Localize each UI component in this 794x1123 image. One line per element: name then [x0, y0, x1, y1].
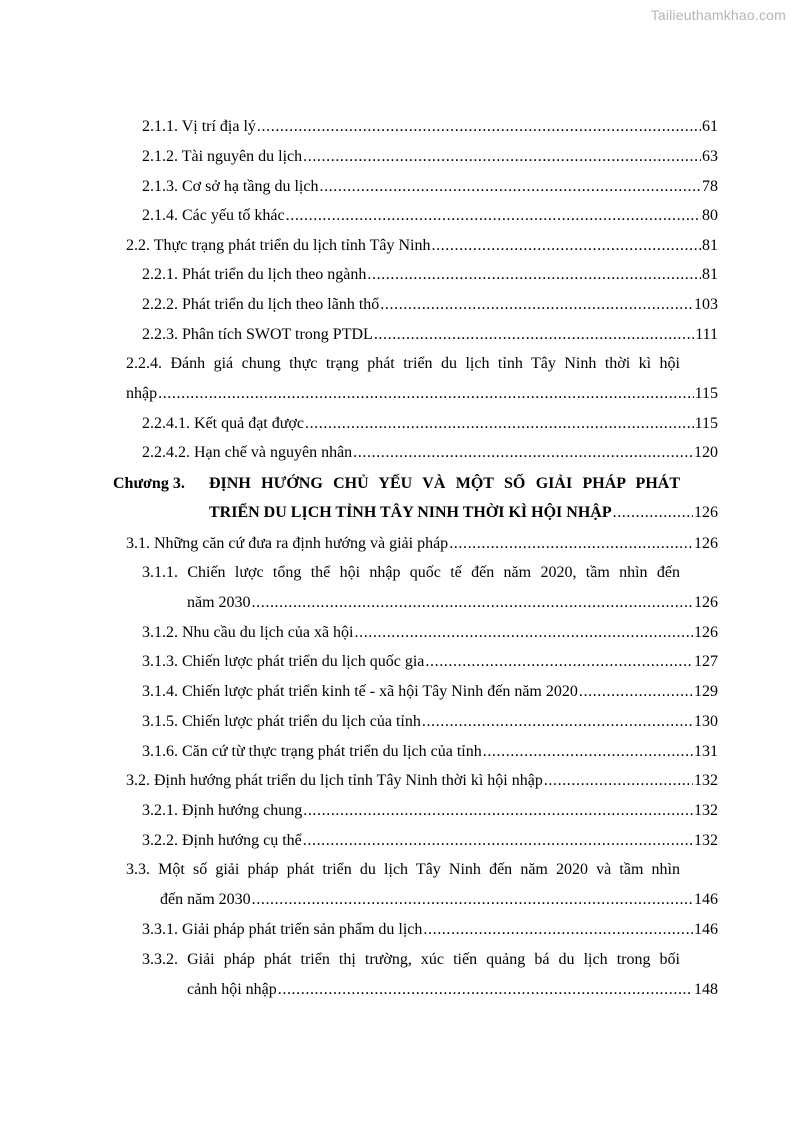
- toc-entry[interactable]: [187, 593, 718, 613]
- toc-entry[interactable]: [142, 117, 718, 137]
- toc-entry-title: 2.1.1. Vị trí địa lý: [142, 118, 256, 135]
- toc-entry-title: 2.2.4.2. Hạn chế và nguyên nhân: [142, 444, 353, 461]
- toc-entry-page: 148: [694, 981, 718, 998]
- toc-entry-page: 146: [694, 921, 718, 938]
- toc-entry[interactable]: [209, 503, 718, 523]
- dot-leader: [367, 265, 701, 285]
- toc-entry-page: 132: [694, 832, 718, 849]
- toc-entry[interactable]: [142, 295, 718, 315]
- toc-entry-page: 81: [702, 237, 718, 254]
- toc-entry-title: 3.1.5. Chiến lược phát triển du lịch của tỉnh: [142, 713, 421, 730]
- dot-leader: [423, 920, 693, 940]
- chapter-label[interactable]: Chương 3.: [113, 475, 185, 492]
- toc-entry-title-line2: đến năm 2030: [160, 891, 251, 908]
- toc-entry-page: 80: [702, 207, 718, 224]
- toc-entry[interactable]: [142, 206, 718, 226]
- toc-entry-title: 2.2.3. Phân tích SWOT trong PTDL: [142, 326, 373, 343]
- toc-entry-title-line2: năm 2030: [187, 594, 251, 611]
- dot-leader: [303, 147, 701, 167]
- dot-leader: [355, 623, 694, 643]
- dot-leader: [303, 831, 693, 851]
- toc-entry-page: 115: [694, 415, 718, 432]
- toc-entry[interactable]: [142, 177, 718, 197]
- toc-entry[interactable]: [142, 325, 718, 345]
- toc-entry-title: 3.3.1. Giải pháp phát triển sản phẩm du lịch: [142, 921, 423, 938]
- toc-entry-page: 103: [694, 296, 718, 313]
- toc-entry-page: 111: [695, 326, 718, 343]
- toc-entry-title-line1[interactable]: 3.3.2. Giải pháp phát triển thị trường, xúc tiến quảng bá du lịch trong bối: [142, 951, 680, 968]
- toc-entry[interactable]: [187, 980, 718, 1000]
- chapter-title-line1[interactable]: ĐỊNH HƯỚNG CHỦ YẾU VÀ MỘT SỐ GIẢI PHÁP PHÁT: [209, 475, 680, 492]
- toc-entry-title: 2.1.2. Tài nguyên du lịch: [142, 148, 303, 165]
- toc-entry-title: 3.1.4. Chiến lược phát triển kinh tế - xã hội Tây Ninh đến năm 2020: [142, 683, 578, 700]
- toc-entry-title: 2.1.4. Các yếu tố khác: [142, 207, 285, 224]
- toc-entry-page: 126: [694, 624, 718, 641]
- dot-leader: [158, 384, 693, 404]
- dot-leader: [544, 771, 693, 791]
- dot-leader: [286, 206, 701, 226]
- dot-leader: [449, 534, 693, 554]
- toc-entry-page: 127: [694, 653, 718, 670]
- dot-leader: [257, 117, 701, 137]
- dot-leader: [613, 503, 693, 523]
- dot-leader: [425, 652, 693, 672]
- toc-entry-title: 2.2.2. Phát triển du lịch theo lãnh thổ: [142, 296, 380, 313]
- toc-entry-title: 2.2. Thực trạng phát triển du lịch tỉnh Tây Ninh: [126, 237, 431, 254]
- toc-entry-title-line2: cảnh hội nhập: [187, 981, 277, 998]
- toc-entry-title-line1[interactable]: 3.1.1. Chiến lược tổng thể hội nhập quốc tế đến năm 2020, tầm nhìn đến: [142, 564, 680, 581]
- toc-entry-title: 3.2.2. Định hướng cụ thể: [142, 832, 302, 849]
- toc-entry[interactable]: [142, 147, 718, 167]
- toc-entry-title: 3.1. Những căn cứ đưa ra định hướng và giải pháp: [126, 535, 449, 552]
- toc-entry-page: 146: [694, 891, 718, 908]
- toc-entry-title: 3.2.1. Định hướng chung: [142, 802, 303, 819]
- toc-entry[interactable]: [142, 742, 718, 762]
- toc-entry[interactable]: [142, 652, 718, 672]
- toc-entry[interactable]: [142, 801, 718, 821]
- dot-leader: [305, 414, 694, 434]
- toc-entry-page: 126: [694, 535, 718, 552]
- dot-leader: [252, 593, 693, 613]
- toc-entry-page: 115: [694, 385, 718, 402]
- toc-entry[interactable]: [142, 414, 718, 434]
- dot-leader: [579, 682, 693, 702]
- toc-entry-page: 78: [702, 178, 718, 195]
- toc-entry-page: 81: [702, 266, 718, 283]
- dot-leader: [380, 295, 693, 315]
- toc-entry-title-line1[interactable]: 2.2.4. Đánh giá chung thực trạng phát triển du lịch tỉnh Tây Ninh thời kì hội: [126, 355, 680, 372]
- toc-entry-title-line1[interactable]: 3.3. Một số giải pháp phát triển du lịch Tây Ninh đến năm 2020 và tầm nhìn: [126, 861, 680, 878]
- dot-leader: [483, 742, 693, 762]
- toc-entry[interactable]: [142, 265, 718, 285]
- toc-entry[interactable]: [126, 236, 718, 256]
- toc-entry[interactable]: [142, 920, 718, 940]
- toc-entry[interactable]: [126, 384, 718, 404]
- toc-entry[interactable]: [126, 534, 718, 554]
- toc-entry[interactable]: [160, 890, 718, 910]
- toc-entry-page: 126: [694, 504, 718, 521]
- chapter-title-line2: TRIỂN DU LỊCH TỈNH TÂY NINH THỜI KÌ HỘI NHẬP: [209, 504, 612, 521]
- toc-entry-page: 61: [702, 118, 718, 135]
- toc-entry-page: 132: [694, 802, 718, 819]
- dot-leader: [422, 712, 693, 732]
- toc-entry-title: 3.1.2. Nhu cầu du lịch của xã hội: [142, 624, 354, 641]
- toc-entry-page: 63: [702, 148, 718, 165]
- toc-entry-page: 132: [694, 772, 718, 789]
- dot-leader: [303, 801, 693, 821]
- toc-entry-page: 131: [694, 743, 718, 760]
- toc-entry-title: 2.2.1. Phát triển du lịch theo ngành: [142, 266, 367, 283]
- dot-leader: [319, 177, 701, 197]
- toc-entry[interactable]: [142, 682, 718, 702]
- toc-entry[interactable]: [142, 831, 718, 851]
- toc-entry-title: 3.2. Định hướng phát triển du lịch tỉnh Tây Ninh thời kì hội nhập: [126, 772, 543, 789]
- toc-entry-page: 126: [694, 594, 718, 611]
- toc-entry[interactable]: [142, 623, 718, 643]
- toc-entry-title: 3.1.3. Chiến lược phát triển du lịch quốc gia: [142, 653, 425, 670]
- dot-leader: [353, 443, 693, 463]
- toc-entry-title: 3.1.6. Căn cứ từ thực trạng phát triển du lịch của tỉnh: [142, 743, 482, 760]
- toc-entry-page: 120: [694, 444, 718, 461]
- toc-entry[interactable]: [142, 443, 718, 463]
- dot-leader: [431, 236, 701, 256]
- toc-entry[interactable]: [142, 712, 718, 732]
- dot-leader: [278, 980, 693, 1000]
- toc-entry-page: 130: [694, 713, 718, 730]
- toc-entry-page: 129: [694, 683, 718, 700]
- watermark: Tailieuthamkhao.com: [650, 7, 786, 23]
- toc-entry-title: 2.1.3. Cơ sở hạ tầng du lịch: [142, 178, 319, 195]
- dot-leader: [252, 890, 693, 910]
- toc-entry-title-line2: nhập: [126, 385, 158, 402]
- toc-entry-title: 2.2.4.1. Kết quả đạt được: [142, 415, 304, 432]
- dot-leader: [374, 325, 694, 345]
- toc-entry[interactable]: [126, 771, 718, 791]
